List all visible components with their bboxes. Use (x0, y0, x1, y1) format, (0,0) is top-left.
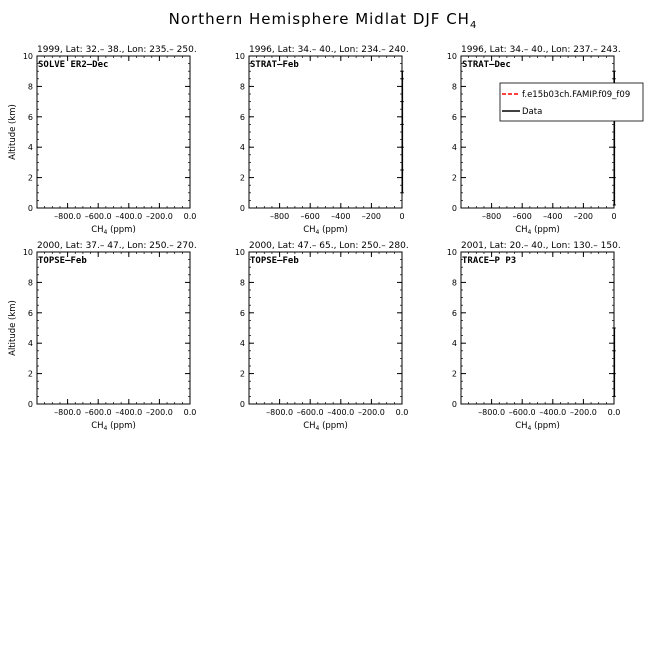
y-axis-label: Altitude (km) (8, 300, 18, 356)
plot-frame (37, 252, 190, 404)
panel-tag: TOPSE–Feb (250, 256, 299, 266)
panel-5 (235, 241, 409, 432)
x-tick-label: 0.0 (607, 408, 621, 417)
x-axis-label: $CH_4$ (ppm) (515, 421, 560, 432)
x-axis-label: $CH_4$ (ppm) (303, 225, 348, 236)
panel-tag: TRACE–P P3 (462, 256, 517, 266)
plot-frame (249, 252, 402, 404)
panel-2 (235, 45, 409, 236)
x-axis-label: $CH_4$ (ppm) (91, 225, 136, 236)
x-tick-label: 0.0 (395, 408, 409, 417)
x-tick-label: –600 (512, 212, 532, 221)
x-tick-label: –800.0 (54, 408, 82, 417)
y-tick-label: 0 (27, 204, 33, 213)
x-tick-label: –600.0 (84, 212, 112, 221)
x-tick-label: –600.0 (508, 408, 536, 417)
panel-tag: SOLVE ER2–Dec (38, 60, 109, 70)
panel-header: 2001, Lat: 20.– 40., Lon: 130.– 150. (461, 241, 621, 251)
panels-grid (8, 45, 643, 432)
x-tick-label: 0 (399, 212, 405, 221)
y-tick-label: 10 (234, 52, 245, 61)
panel-1 (8, 45, 197, 236)
y-tick-label: 2 (27, 173, 33, 183)
x-tick-label: –400.0 (539, 408, 567, 417)
x-tick-label: 0.0 (183, 212, 197, 221)
y-tick-label: 0 (27, 400, 33, 409)
y-tick-label: 6 (451, 112, 457, 122)
y-tick-label: 0 (451, 204, 457, 213)
panel-header: 1996, Lat: 34.– 40., Lon: 237.– 243. (461, 45, 621, 55)
y-tick-label: 4 (451, 143, 457, 153)
plot-frame (249, 56, 402, 208)
y-tick-label: 8 (451, 278, 457, 288)
panel-header: 1999, Lat: 32.– 38., Lon: 235.– 250. (37, 45, 197, 55)
panel-4 (8, 241, 197, 432)
panel-6 (447, 241, 621, 432)
y-tick-label: 10 (446, 248, 457, 257)
y-tick-label: 0 (239, 400, 245, 409)
panel-3 (447, 45, 643, 236)
x-tick-label: –200.0 (145, 408, 173, 417)
y-tick-label: 4 (451, 339, 457, 349)
y-tick-label: 6 (239, 308, 245, 318)
x-tick-label: –400.0 (115, 212, 143, 221)
panel-tag: TOPSE–Feb (38, 256, 87, 266)
x-tick-label: –600.0 (296, 408, 324, 417)
y-tick-label: 2 (451, 173, 457, 183)
x-tick-label: –200.0 (145, 212, 173, 221)
x-tick-label: –200 (573, 212, 594, 221)
x-tick-label: –800 (269, 212, 290, 221)
y-tick-label: 10 (234, 248, 245, 257)
x-tick-label: 0 (611, 212, 617, 221)
y-tick-label: 0 (239, 204, 245, 213)
plot-frame (461, 252, 614, 404)
figure-title (169, 10, 478, 31)
y-tick-label: 2 (239, 369, 245, 379)
y-tick-label: 2 (239, 173, 245, 183)
figure-title-subscript: 4 (469, 20, 478, 31)
x-tick-label: –200.0 (569, 408, 597, 417)
x-tick-label: –200 (361, 212, 382, 221)
y-tick-label: 4 (239, 143, 245, 153)
y-axis-label: Altitude (km) (8, 104, 18, 160)
figure-title-main: Northern Hemisphere Midlat DJF CH (168, 10, 470, 28)
legend-label: f.e15b03ch.FAMIP.f09_f09 (522, 90, 631, 100)
x-axis-label: $CH_4$ (ppm) (303, 421, 348, 432)
panel-tag: STRAT–Feb (250, 60, 299, 70)
x-axis-label: $CH_4$ (ppm) (91, 421, 136, 432)
panel-header: 2000, Lat: 47.– 65., Lon: 250.– 280. (249, 241, 409, 251)
panel-header: 2000, Lat: 37.– 47., Lon: 250.– 270. (37, 241, 197, 251)
y-tick-label: 4 (27, 143, 33, 153)
y-tick-label: 10 (22, 248, 33, 257)
x-tick-label: –800.0 (478, 408, 506, 417)
panel-tag: STRAT–Dec (462, 60, 511, 70)
plot-frame (461, 56, 614, 208)
x-tick-label: –800.0 (266, 408, 294, 417)
y-tick-label: 6 (27, 308, 33, 318)
x-tick-label: –400.0 (115, 408, 143, 417)
x-axis-label: $CH_4$ (ppm) (515, 225, 560, 236)
y-tick-label: 8 (239, 82, 245, 92)
x-tick-label: –600 (300, 212, 320, 221)
y-tick-label: 10 (22, 52, 33, 61)
y-tick-label: 2 (27, 369, 33, 379)
panel-header: 1996, Lat: 34.– 40., Lon: 234.– 240. (249, 45, 409, 55)
x-tick-label: –200.0 (357, 408, 385, 417)
x-tick-label: –600.0 (84, 408, 112, 417)
y-tick-label: 8 (451, 82, 457, 92)
y-tick-label: 8 (239, 278, 245, 288)
x-tick-label: –400 (543, 212, 563, 221)
plot-frame (37, 56, 190, 208)
y-tick-label: 4 (27, 339, 33, 349)
x-tick-label: –800 (481, 212, 502, 221)
legend (500, 83, 643, 121)
y-tick-label: 6 (27, 112, 33, 122)
x-tick-label: 0.0 (183, 408, 197, 417)
x-tick-label: –400 (331, 212, 351, 221)
legend-label: Data (522, 107, 543, 117)
y-tick-label: 8 (27, 278, 33, 288)
y-tick-label: 10 (446, 52, 457, 61)
x-tick-label: –800.0 (54, 212, 82, 221)
y-tick-label: 8 (27, 82, 33, 92)
y-tick-label: 6 (239, 112, 245, 122)
y-tick-label: 0 (451, 400, 457, 409)
y-tick-label: 6 (451, 308, 457, 318)
y-tick-label: 4 (239, 339, 245, 349)
y-tick-label: 2 (451, 369, 457, 379)
x-tick-label: –400.0 (327, 408, 355, 417)
